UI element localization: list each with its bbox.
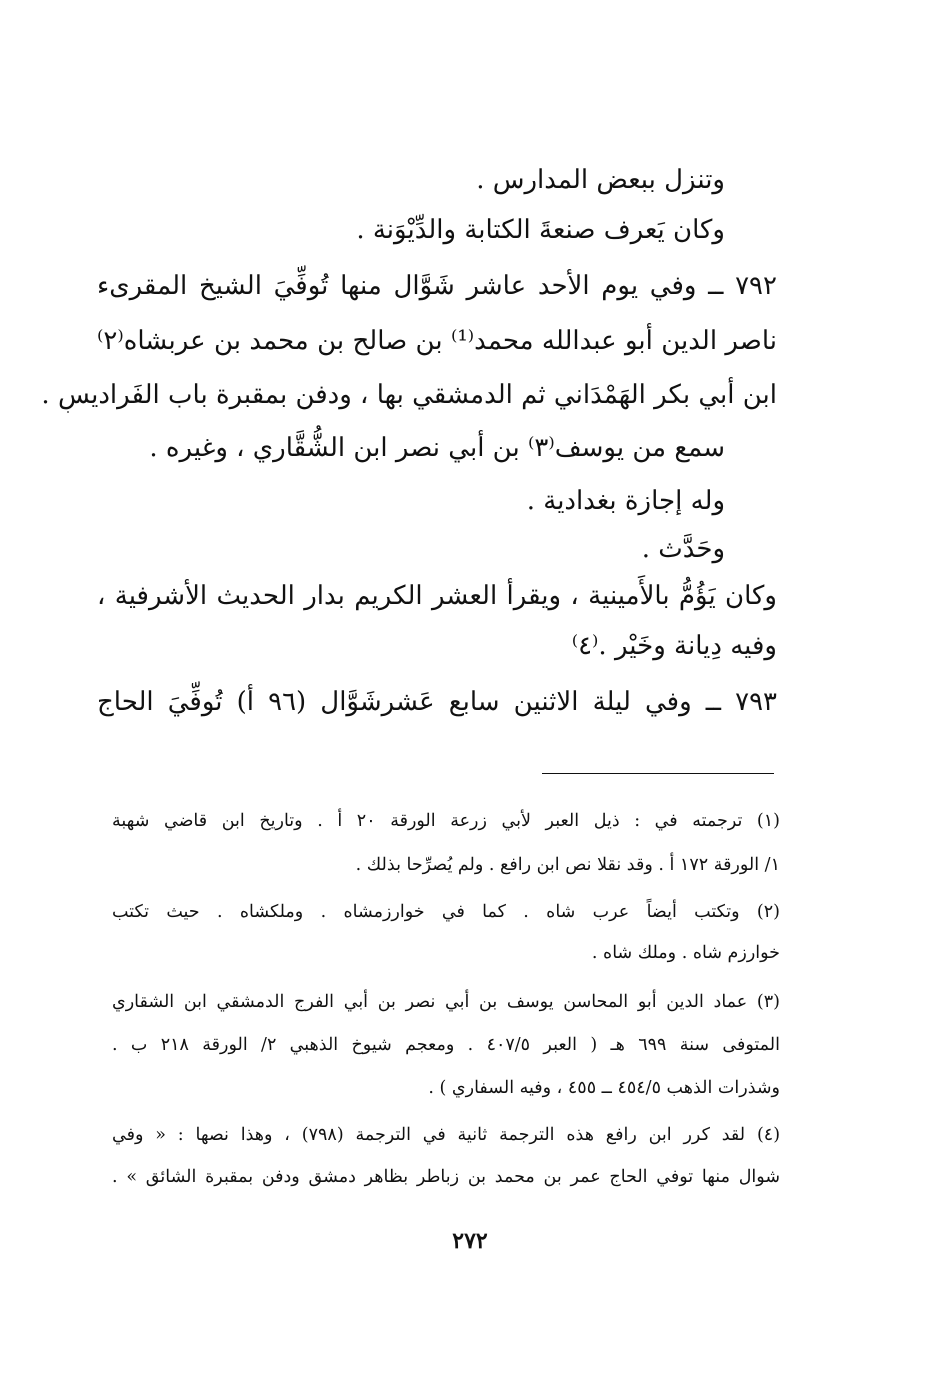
footnote-line: وشذرات الذهب ٤٥٤/٥ ــ ٤٥٥ ، وفيه السفاري ) .	[428, 1078, 780, 1098]
main-text-line: وكان يَعرف صنعةَ الكتابة والدِّيْوَنة .	[356, 215, 725, 245]
footnote-line: (١) ترجمته في : ذيل العبر لأبي زرعة الورقة ٢٠ أ . وتاريخ ابن قاضي شهبة	[112, 811, 780, 831]
scan-speck	[67, 411, 69, 413]
footnote-line: شوال منها توفي الحاج عمر بن محمد بن زباطر بظاهر دمشق ودفن بمقبرة الشائق » .	[112, 1167, 780, 1187]
main-text-line: وتنزل ببعض المدارس .	[476, 165, 725, 195]
main-text-line: وفيه دِيانة وخَيْر .⁽٤⁾	[571, 631, 777, 661]
footnote-line: ١/ الورقة ١٧٢ أ . وقد نقلا نص ابن رافع . ولم يُصرِّحا بذلك .	[355, 855, 780, 875]
main-text-line: وحَدَّث .	[641, 534, 725, 564]
main-text-line: ٧٩٣ ــ وفي ليلة الاثنين سابع عَشرشَوَّال (٩٦ أ) تُوفِّيَ الحاج	[97, 687, 778, 717]
main-text-line: ٧٩٢ ــ وفي يوم الأحد عاشر شَوَّال منها تُوفِّيَ الشيخ المقرىء	[97, 271, 777, 301]
main-text-line: وله إجازة بغدادية .	[526, 486, 725, 516]
footnote-line: (٢) وتكتب أيضاً عرب شاه . كما في خوارزمشاه . وملكشاه . حيث تكتب	[112, 902, 780, 922]
footnote-line: خوارزم شاه . وملك شاه .	[591, 943, 780, 963]
footnote-line: المتوفى سنة ٦٩٩ هـ ( العبر ٤٠٧/٥ . ومعجم شيوخ الذهبي ٢/ الورقة ٢١٨ ب .	[112, 1035, 780, 1055]
main-text-line: ابن أبي بكر الهَمْدَاني ثم الدمشقي بها ، ودفن بمقبرة باب الفَراديس .	[41, 380, 777, 410]
footnote-line: (٤) لقد كرر ابن رافع هذه الترجمة ثانية في الترجمة (٧٩٨) ، وهذا نصها : « وفي	[112, 1125, 781, 1145]
footnote-separator	[542, 773, 774, 774]
main-text-line: ناصر الدين أبو عبدالله محمد⁽¹⁾ بن صالح بن محمد بن عربشاه⁽٢⁾	[97, 326, 778, 356]
footnote-line: (٣) عماد الدين أبو المحاسن يوسف بن أبي نصر بن أبي الفرج الدمشقي ابن الشقاري	[112, 992, 780, 1012]
page-number: ٢٧٢	[452, 1228, 488, 1254]
main-text-line: سمع من يوسف⁽٣⁾ بن أبي نصر ابن الشُّقَّاري ، وغيره .	[149, 433, 725, 463]
main-text-line: وكان يَؤُمُّ بالأَمينية ، ويقرأ العشر الكريم بدار الحديث الأشرفية ،	[97, 581, 777, 611]
